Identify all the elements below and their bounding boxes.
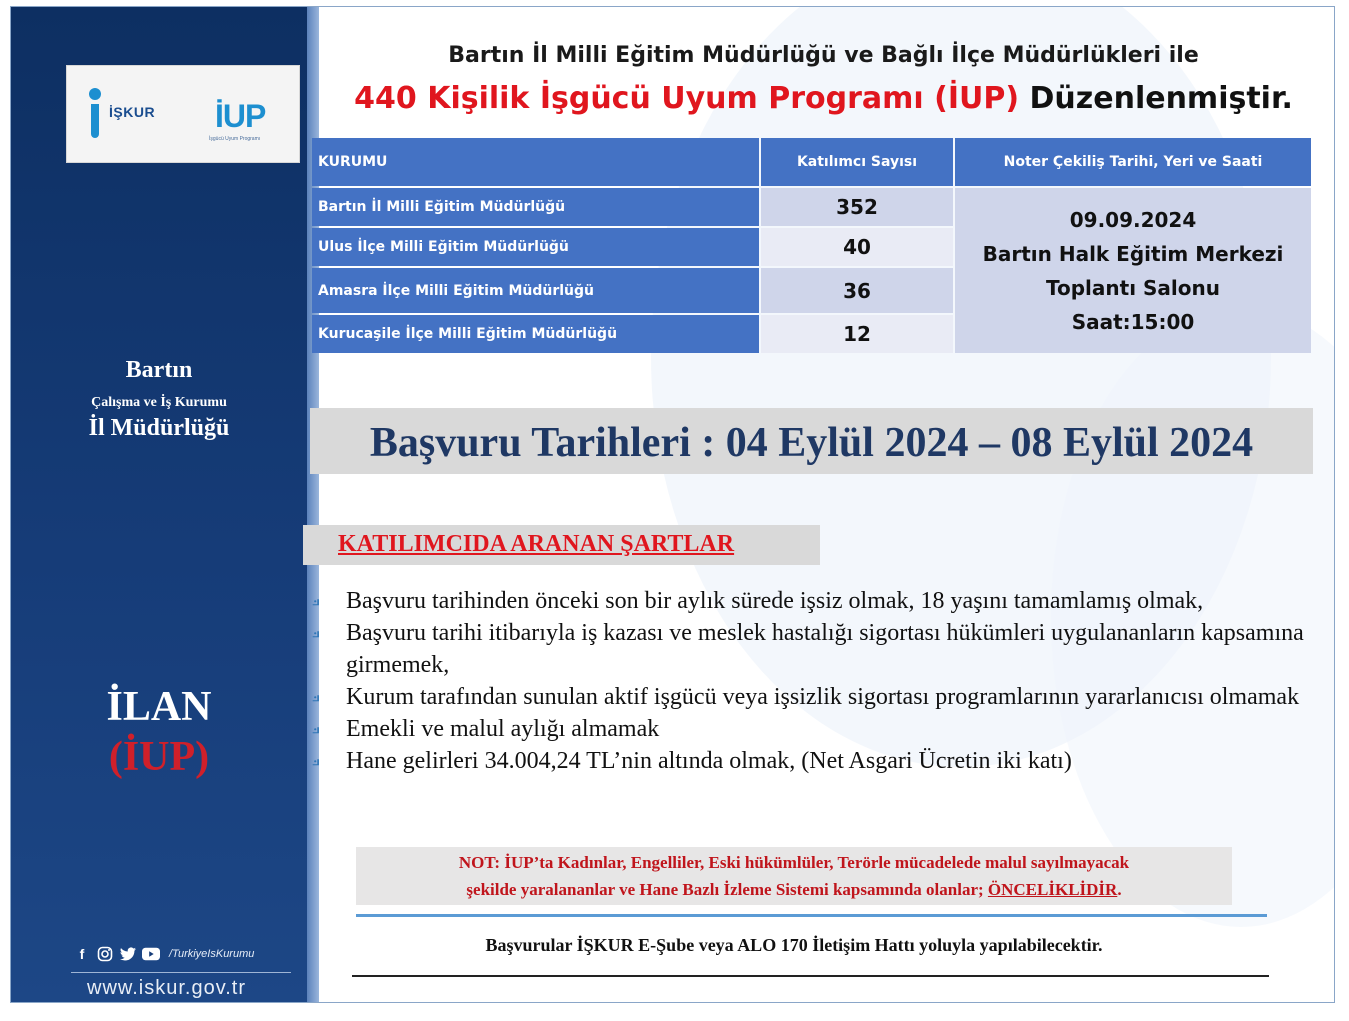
social-handle: /TurkiyeIsKurumu <box>169 948 255 960</box>
divider <box>71 972 291 973</box>
list-item <box>310 585 1315 617</box>
sidebar <box>11 7 307 1003</box>
iup-logo <box>205 84 291 150</box>
note-line-2 <box>356 876 1232 903</box>
list-item <box>310 681 1315 713</box>
header-headline <box>311 81 1335 116</box>
instagram-icon[interactable] <box>96 945 114 963</box>
iup-logo-subtitle: İşgücü Uyum Programı <box>209 136 261 142</box>
footer-text: Başvurular İŞKUR E-Şube veya ALO 170 İletişim Hattı yoluyla yapılabilecektir. <box>485 935 1103 955</box>
divider <box>356 914 1267 917</box>
draw-date: 09.09.2024 <box>1069 207 1197 232</box>
priority-note <box>356 847 1232 905</box>
org-name: Çalışma ve İş Kurumu <box>91 395 227 410</box>
table-header-row <box>312 138 1311 186</box>
col-draw-info: Noter Çekiliş Tarihi, Yeri ve Saati <box>955 138 1311 186</box>
note-text: şekilde yaralananlar ve Hane Bazlı İzleme Sistemi kapsamında olanlar; <box>466 880 984 899</box>
note-end: . <box>1117 880 1122 899</box>
institution-name: Kurucaşile İlçe Milli Eğitim Müdürlüğü <box>312 315 759 353</box>
list-item <box>310 617 1315 681</box>
iup-logo-text: İUP <box>215 98 266 134</box>
institution-name: Bartın İl Milli Eğitim Müdürlüğü <box>312 188 759 226</box>
facebook-icon[interactable]: f <box>79 946 85 962</box>
org-directorate: İl Müdürlüğü <box>88 415 230 441</box>
draw-time: Saat:15:00 <box>1071 309 1195 334</box>
org-city: Bartın <box>125 357 193 383</box>
col-institution: KURUMU <box>312 138 759 186</box>
headline-suffix: Düzenlenmiştir. <box>1029 81 1293 116</box>
logo-panel <box>66 65 300 163</box>
participant-count: 40 <box>761 228 953 266</box>
header-title: Bartın İl Milli Eğitim Müdürlüğü ve Bağlı İlçe Müdürlükleri ile <box>448 43 1199 68</box>
bullet-icon: ⟓ <box>312 624 320 641</box>
requirement-text: Kurum tarafından sunulan aktif işgücü veya işsizlik sigortası programlarının yararlanıcısı olmamak <box>346 684 1300 710</box>
requirements-title-box <box>303 525 820 565</box>
bullet-icon: ⟓ <box>312 752 320 769</box>
draw-info-cell <box>955 188 1311 353</box>
requirements-list <box>310 585 1315 777</box>
draw-place: Bartın Halk Eğitim Merkezi <box>982 241 1284 266</box>
website-link[interactable]: www.iskur.gov.tr <box>87 977 246 999</box>
announcement-program: (İUP) <box>108 734 210 780</box>
col-participants: Katılımcı Sayısı <box>761 138 953 186</box>
bullet-icon: ⟓ <box>312 720 320 737</box>
requirement-text: Başvuru tarihinden önceki son bir aylık sürede işsiz olmak, 18 yaşını tamamlamış olmak, <box>346 588 1204 614</box>
note-line-1: NOT: İUP’ta Kadınlar, Engelliler, Eski hükümlüler, Terörle mücadelede malul sayılmayacak <box>458 853 1130 872</box>
requirement-text: Emekli ve malul aylığı almamak <box>346 716 660 742</box>
iskur-logo-text: İŞKUR <box>109 104 156 120</box>
requirements-title: KATILIMCIDA ARANAN ŞARTLAR <box>338 531 735 557</box>
announcement-label: İLAN <box>106 684 212 730</box>
bullet-icon: ⟓ <box>312 688 320 705</box>
headline-program: 440 Kişilik İşgücü Uyum Programı (İUP) <box>354 81 1020 116</box>
bullet-icon: ⟓ <box>312 592 320 609</box>
institution-name: Ulus İlçe Milli Eğitim Müdürlüğü <box>312 228 759 266</box>
divider <box>352 975 1269 977</box>
participant-count: 352 <box>761 188 953 226</box>
note-emphasis: ÖNCELİKLİDİR <box>987 880 1118 899</box>
requirement-text: Başvuru tarihi itibarıyla iş kazası ve meslek hastalığı sigortası hükümleri uygulananların kapsamına girmemek, <box>346 620 1304 678</box>
application-dates: Başvuru Tarihleri : 04 Eylül 2024 – 08 Eylül 2024 <box>310 408 1313 474</box>
twitter-icon[interactable] <box>119 945 137 963</box>
table-row <box>312 188 1311 226</box>
requirement-text: Hane gelirleri 34.004,24 TL’nin altında olmak, (Net Asgari Ücretin iki katı) <box>346 748 1072 774</box>
participant-count: 12 <box>761 315 953 353</box>
participant-count: 36 <box>761 268 953 313</box>
list-item <box>310 745 1315 777</box>
draw-room: Toplantı Salonu <box>1046 275 1220 300</box>
youtube-icon[interactable] <box>142 945 160 963</box>
list-item <box>310 713 1315 745</box>
participants-table <box>310 136 1313 355</box>
iskur-logo-icon <box>87 88 103 138</box>
institution-name: Amasra İlçe Milli Eğitim Müdürlüğü <box>312 268 759 313</box>
social-links <box>73 945 254 963</box>
